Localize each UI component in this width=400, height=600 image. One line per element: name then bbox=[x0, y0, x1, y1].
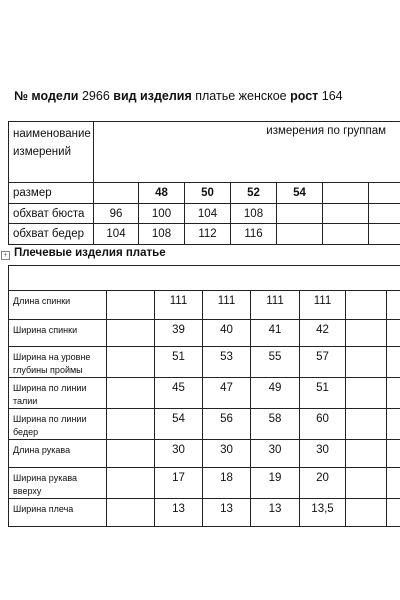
cell-value: 19 bbox=[251, 468, 300, 499]
cell-value: 100 bbox=[139, 204, 185, 224]
cell-value: 47 bbox=[203, 378, 251, 409]
table-row bbox=[9, 320, 400, 347]
cell-value: 20 bbox=[300, 468, 346, 499]
cell-value: 55 bbox=[251, 347, 300, 378]
cell-value: 54 bbox=[155, 409, 203, 440]
table-header-row bbox=[9, 122, 400, 183]
cell-value: 111 bbox=[155, 291, 203, 320]
cell-value: 111 bbox=[251, 291, 300, 320]
type-value: платье женское bbox=[195, 89, 287, 103]
size-label: размер bbox=[9, 183, 94, 204]
cell-value: 45 bbox=[155, 378, 203, 409]
row-label: Длина рукава bbox=[9, 440, 107, 468]
table-row bbox=[9, 409, 400, 440]
row-label: Ширина по линии бедер bbox=[9, 409, 107, 440]
height-value: 164 bbox=[321, 89, 343, 103]
row-label: Ширина по линии талии bbox=[9, 378, 107, 409]
cell-value: 41 bbox=[251, 320, 300, 347]
cell-value: 49 bbox=[251, 378, 300, 409]
cell-value: 96 bbox=[94, 204, 139, 224]
size-value: 52 bbox=[231, 183, 277, 204]
cell-value: 40 bbox=[203, 320, 251, 347]
cell-value: 13 bbox=[155, 499, 203, 527]
cell-value: 30 bbox=[300, 440, 346, 468]
cell-value: 51 bbox=[155, 347, 203, 378]
size-value: 54 bbox=[277, 183, 323, 204]
cell-value: 17 bbox=[155, 468, 203, 499]
table-row bbox=[9, 468, 400, 499]
cell-value: 112 bbox=[185, 224, 231, 245]
table-row bbox=[9, 204, 400, 224]
cell-value: 30 bbox=[251, 440, 300, 468]
model-label: № модели bbox=[14, 89, 79, 103]
cell-value: 13,5 bbox=[300, 499, 346, 527]
cell-value: 60 bbox=[300, 409, 346, 440]
height-label: рост bbox=[290, 89, 319, 103]
row-label: обхват бедер bbox=[9, 224, 94, 245]
row-label: Ширина спинки bbox=[9, 320, 107, 347]
type-label: вид изделия bbox=[113, 89, 192, 103]
table-row bbox=[9, 440, 400, 468]
measurement-name-header: наименование измерений bbox=[9, 122, 94, 183]
row-label: Ширина плеча bbox=[9, 499, 107, 527]
table-row bbox=[9, 347, 400, 378]
cell-value: 42 bbox=[300, 320, 346, 347]
size-value: 50 bbox=[185, 183, 231, 204]
table-row bbox=[9, 378, 400, 409]
row-label: Длина спинки bbox=[9, 291, 107, 320]
garment-measurements-table bbox=[8, 265, 400, 527]
cell-value: 57 bbox=[300, 347, 346, 378]
row-label: Ширина рукава вверху bbox=[9, 468, 107, 499]
cell-value: 13 bbox=[203, 499, 251, 527]
row-label: Ширина на уровне глубины проймы bbox=[9, 347, 107, 378]
cell-value: 39 bbox=[155, 320, 203, 347]
table-move-handle-icon[interactable]: + bbox=[1, 251, 10, 260]
cell-value: 111 bbox=[203, 291, 251, 320]
cell-value: 56 bbox=[203, 409, 251, 440]
table-row bbox=[9, 499, 400, 527]
cell-value: 30 bbox=[155, 440, 203, 468]
cell-value: 58 bbox=[251, 409, 300, 440]
group-measurements-header: измерения по группам bbox=[94, 122, 400, 183]
cell-value: 111 bbox=[300, 291, 346, 320]
cell-value: 51 bbox=[300, 378, 346, 409]
cell-value: 108 bbox=[231, 204, 277, 224]
table-header-row bbox=[9, 266, 400, 291]
row-label: обхват бюста bbox=[9, 204, 94, 224]
cell-value: 104 bbox=[94, 224, 139, 245]
document-header bbox=[14, 89, 343, 103]
table-row bbox=[9, 224, 400, 245]
cell-value: 13 bbox=[251, 499, 300, 527]
measurements-table bbox=[8, 121, 400, 245]
cell-value: 30 bbox=[203, 440, 251, 468]
cell-value: 53 bbox=[203, 347, 251, 378]
cell-value: 116 bbox=[231, 224, 277, 245]
model-value: 2966 bbox=[81, 89, 110, 103]
cell-value: 104 bbox=[185, 204, 231, 224]
table-row bbox=[9, 291, 400, 320]
cell-value: 18 bbox=[203, 468, 251, 499]
size-row bbox=[9, 183, 400, 204]
cell-value: 108 bbox=[139, 224, 185, 245]
section-title: Плечевые изделия платье bbox=[14, 247, 166, 259]
size-value: 48 bbox=[139, 183, 185, 204]
